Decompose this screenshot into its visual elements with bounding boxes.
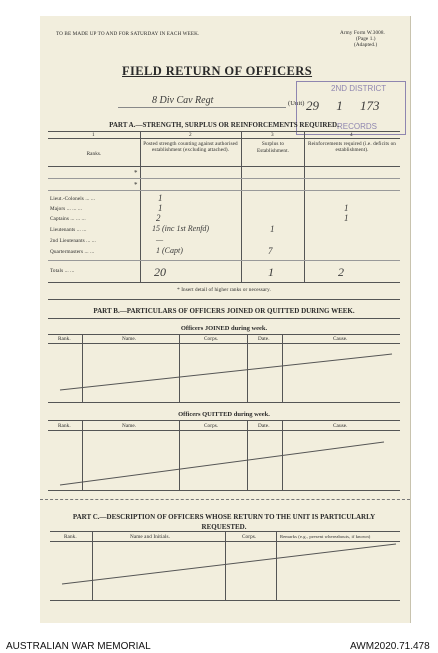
totals-label: Totals ... ... (50, 268, 75, 274)
rank-lieutenants: Lieutenants ... ... (50, 227, 87, 233)
col-number-2: 2 (189, 132, 192, 138)
posted-captains: 2 (156, 213, 161, 223)
total-reinf: 2 (338, 265, 344, 279)
quitted-header-cause: Cause. (333, 423, 348, 429)
quitted-header-name: Name. (122, 423, 137, 429)
unit-label: (Unit) (288, 100, 305, 107)
reinf-majors: 1 (344, 203, 349, 213)
col-number-1: 1 (92, 132, 95, 138)
header-reinforcements: Reinforcements required (i.e. deficits on establishment). (308, 141, 396, 153)
joined-header-cause: Cause. (333, 336, 348, 342)
surplus-lieutenants: 1 (270, 224, 275, 234)
rank-star-1: * (134, 169, 138, 177)
army-form-number: Army Form W.3008. (340, 30, 385, 36)
posted-2nd-lieutenants: — (156, 235, 164, 244)
posted-quartermasters: 1 (Capt) (156, 246, 183, 255)
footer-bar (0, 623, 438, 653)
part-c-header-rank: Rank. (64, 534, 77, 540)
footer-left: AUSTRALIAN WAR MEMORIAL (6, 641, 151, 652)
quitted-header-rank: Rank. (58, 423, 71, 429)
page-title: FIELD RETURN OF OFFICERS (122, 64, 313, 78)
quitted-title: Officers QUITTED during week. (178, 411, 270, 418)
stamp-line2: RECORDS (337, 122, 378, 131)
joined-header-corps: Corps. (204, 336, 219, 342)
top-note: TO BE MADE UP TO AND FOR SATURDAY IN EACH WEEK. (56, 31, 200, 37)
header-ranks: Ranks. (86, 151, 102, 157)
total-surplus: 1 (268, 265, 274, 279)
part-c-header-remarks: Remarks (e.g., present whereabouts, if known) (280, 534, 371, 539)
total-posted: 20 (154, 265, 166, 279)
footer-right: AWM2020.71.478 (350, 641, 430, 652)
quitted-header-corps: Corps. (204, 423, 219, 429)
rank-star-2: * (134, 181, 138, 189)
quitted-strike-line (60, 442, 384, 485)
quitted-header-date: Date. (258, 423, 270, 429)
part-c-strike-line (62, 544, 396, 584)
part-c-header-name: Name and Initials. (130, 534, 170, 540)
stamp-line1: 2ND DISTRICT (331, 84, 387, 93)
rank-lieut-colonels: Lieut.-Colonels ... ... (50, 196, 96, 202)
date-handwritten: 29 1 173 (306, 98, 380, 113)
part-a-title: PART A.—STRENGTH, SURPLUS OR REINFORCEMENTS REQUIRED. (109, 121, 339, 129)
col-number-3: 3 (271, 132, 274, 138)
part-c-title: PART C.—DESCRIPTION OF OFFICERS WHOSE RETURN TO THE UNIT IS PARTICULARLY REQUESTED. (72, 513, 376, 531)
army-form-adapted: (Adapted.) (354, 42, 378, 48)
part-b-title: PART B.—PARTICULARS OF OFFICERS JOINED OR QUITTED DURING WEEK. (93, 307, 355, 315)
army-form-page: (Page 1.) (356, 36, 376, 42)
surplus-quartermasters: 7 (268, 246, 273, 256)
rank-quartermasters: Quartermasters ... ... (50, 249, 95, 255)
reinf-captains: 1 (344, 213, 349, 223)
posted-lieutenants: 15 (inc 1st Renfd) (152, 224, 210, 233)
joined-strike-line (60, 354, 392, 390)
rank-captains: Captains ... ... ... (50, 216, 86, 222)
rank-2nd-lieutenants: 2nd Lieutenants ... ... (50, 238, 96, 244)
part-a-footnote: * Insert detail of higher ranks or necessary. (177, 287, 271, 293)
posted-majors: 1 (158, 203, 163, 213)
joined-title: Officers JOINED during week. (180, 325, 268, 332)
joined-header-date: Date. (258, 336, 270, 342)
joined-header-rank: Rank. (58, 336, 71, 342)
header-surplus: Surplus to Establishment. (256, 141, 290, 154)
rank-majors: Majors ... ... ... (50, 206, 83, 212)
posted-lieut-colonels: 1 (158, 193, 163, 203)
unit-handwritten: 8 Div Cav Regt (152, 95, 214, 106)
part-c-header-corps: Corps. (242, 534, 257, 540)
col-number-4: 4 (350, 132, 353, 138)
joined-header-name: Name. (122, 336, 137, 342)
header-posted-strength: Posted strength counting against authorised establishment (excluding attached). (143, 141, 238, 153)
